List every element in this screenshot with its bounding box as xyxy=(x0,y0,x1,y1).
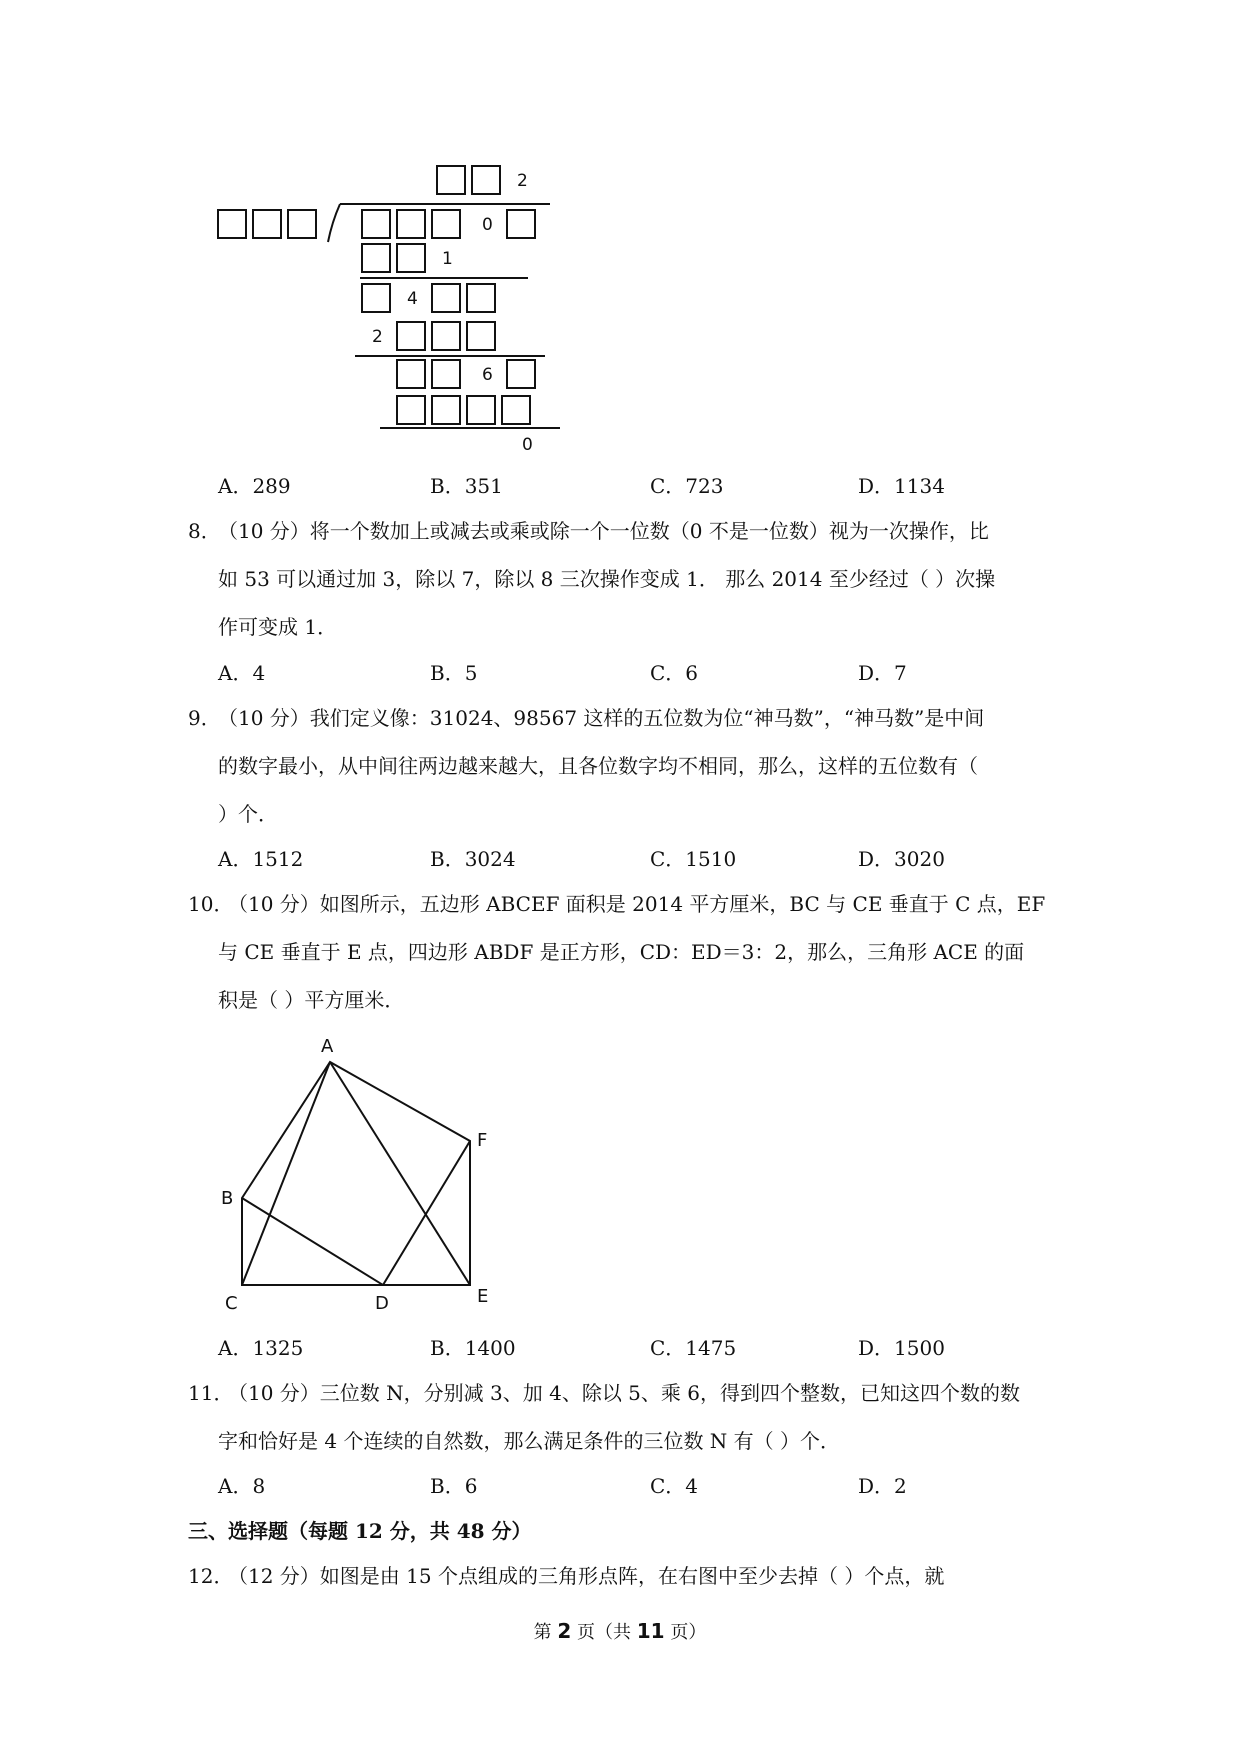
q10-option-a[interactable]: A．1325 xyxy=(218,1336,304,1360)
footer-suffix: 页） xyxy=(664,1622,707,1643)
footer-total-pages: 11 xyxy=(636,1619,665,1643)
q10-line-1: （10 分）如图所示，五边形 ABCEF 面积是 2014 平方厘米，BC 与 CE 垂直于 C 点，EF xyxy=(228,892,1046,916)
q11-number: 11． xyxy=(188,1381,234,1405)
q7-option-a[interactable]: A．289 xyxy=(218,474,291,498)
q10-line-2: 与 CE 垂直于 E 点，四边形 ABDF 是正方形，CD：ED＝3：2，那么，三角形 ACE 的面 xyxy=(218,940,1025,964)
q10-option-d[interactable]: D．1500 xyxy=(858,1336,945,1360)
footer-middle: 页（共 xyxy=(571,1622,637,1643)
q9-line-2: 的数字最小，从中间往两边越来越大，且各位数字均不相同，那么，这样的五位数有（ xyxy=(218,754,978,778)
q10-option-b[interactable]: B．1400 xyxy=(430,1336,516,1360)
q9-line-1: （10 分）我们定义像：31024、98567 这样的五位数为位“神马数”，“神马数”是中间 xyxy=(218,706,985,730)
q11-option-b[interactable]: B．6 xyxy=(430,1474,478,1498)
puzzle-digit: 0 xyxy=(482,215,493,235)
q9-line-3: ）个． xyxy=(218,802,278,826)
puzzle-digit: 4 xyxy=(407,289,418,309)
q8-option-d[interactable]: D．7 xyxy=(858,661,907,685)
q9-number: 9． xyxy=(188,706,221,730)
division-puzzle xyxy=(210,160,570,460)
q7-option-d[interactable]: D．1134 xyxy=(858,474,945,498)
label-b: B xyxy=(221,1188,234,1209)
label-d: D xyxy=(375,1293,389,1314)
q9-option-c[interactable]: C．1510 xyxy=(650,847,737,871)
q12-line-1: （12 分）如图是由 15 个点组成的三角形点阵，在右图中至少去掉（ ）个点，就 xyxy=(228,1564,945,1588)
puzzle-digit: 0 xyxy=(522,435,533,455)
q8-line-2: 如 53 可以通过加 3，除以 7，除以 8 三次操作变成 1． 那么 2014 至少经过（ ）次操 xyxy=(218,567,996,591)
q7-option-b[interactable]: B．351 xyxy=(430,474,503,498)
q8-option-c[interactable]: C．6 xyxy=(650,661,699,685)
q9-option-d[interactable]: D．3020 xyxy=(858,847,945,871)
q9-option-a[interactable]: A．1512 xyxy=(218,847,304,871)
puzzle-digit: 6 xyxy=(482,365,493,385)
q8-line-1: （10 分）将一个数加上或减去或乘或除一个一位数（0 不是一位数）视为一次操作，比 xyxy=(218,519,989,543)
q8-option-b[interactable]: B．5 xyxy=(430,661,478,685)
pentagon-figure xyxy=(215,1030,515,1315)
q11-option-d[interactable]: D．2 xyxy=(858,1474,907,1498)
q9-option-b[interactable]: B．3024 xyxy=(430,847,516,871)
q12-number: 12． xyxy=(188,1564,234,1588)
q10-line-3: 积是（ ）平方厘米． xyxy=(218,988,405,1012)
label-f: F xyxy=(477,1130,488,1151)
q8-number: 8． xyxy=(188,519,221,543)
q7-option-c[interactable]: C．723 xyxy=(650,474,724,498)
page-footer xyxy=(0,1618,1240,1644)
q8-line-3: 作可变成 1． xyxy=(218,615,338,639)
footer-prefix: 第 xyxy=(533,1622,558,1643)
puzzle-digit: 2 xyxy=(372,327,383,347)
q11-option-a[interactable]: A．8 xyxy=(218,1474,266,1498)
q11-option-c[interactable]: C．4 xyxy=(650,1474,699,1498)
q10-option-c[interactable]: C．1475 xyxy=(650,1336,737,1360)
label-e: E xyxy=(477,1286,489,1307)
label-a: A xyxy=(321,1036,334,1057)
puzzle-digit: 1 xyxy=(442,249,453,269)
footer-page-number: 2 xyxy=(557,1619,572,1643)
q11-line-2: 字和恰好是 4 个连续的自然数，那么满足条件的三位数 N 有（ ）个． xyxy=(218,1429,841,1453)
q10-number: 10． xyxy=(188,892,234,916)
puzzle-digit: 2 xyxy=(517,171,528,191)
q11-line-1: （10 分）三位数 N，分别减 3、加 4、除以 5、乘 6，得到四个整数，已知这四个数的数 xyxy=(228,1381,1020,1405)
label-c: C xyxy=(225,1293,238,1314)
q8-option-a[interactable]: A．4 xyxy=(218,661,266,685)
section-title: 三、选择题（每题 12 分，共 48 分） xyxy=(188,1519,532,1543)
